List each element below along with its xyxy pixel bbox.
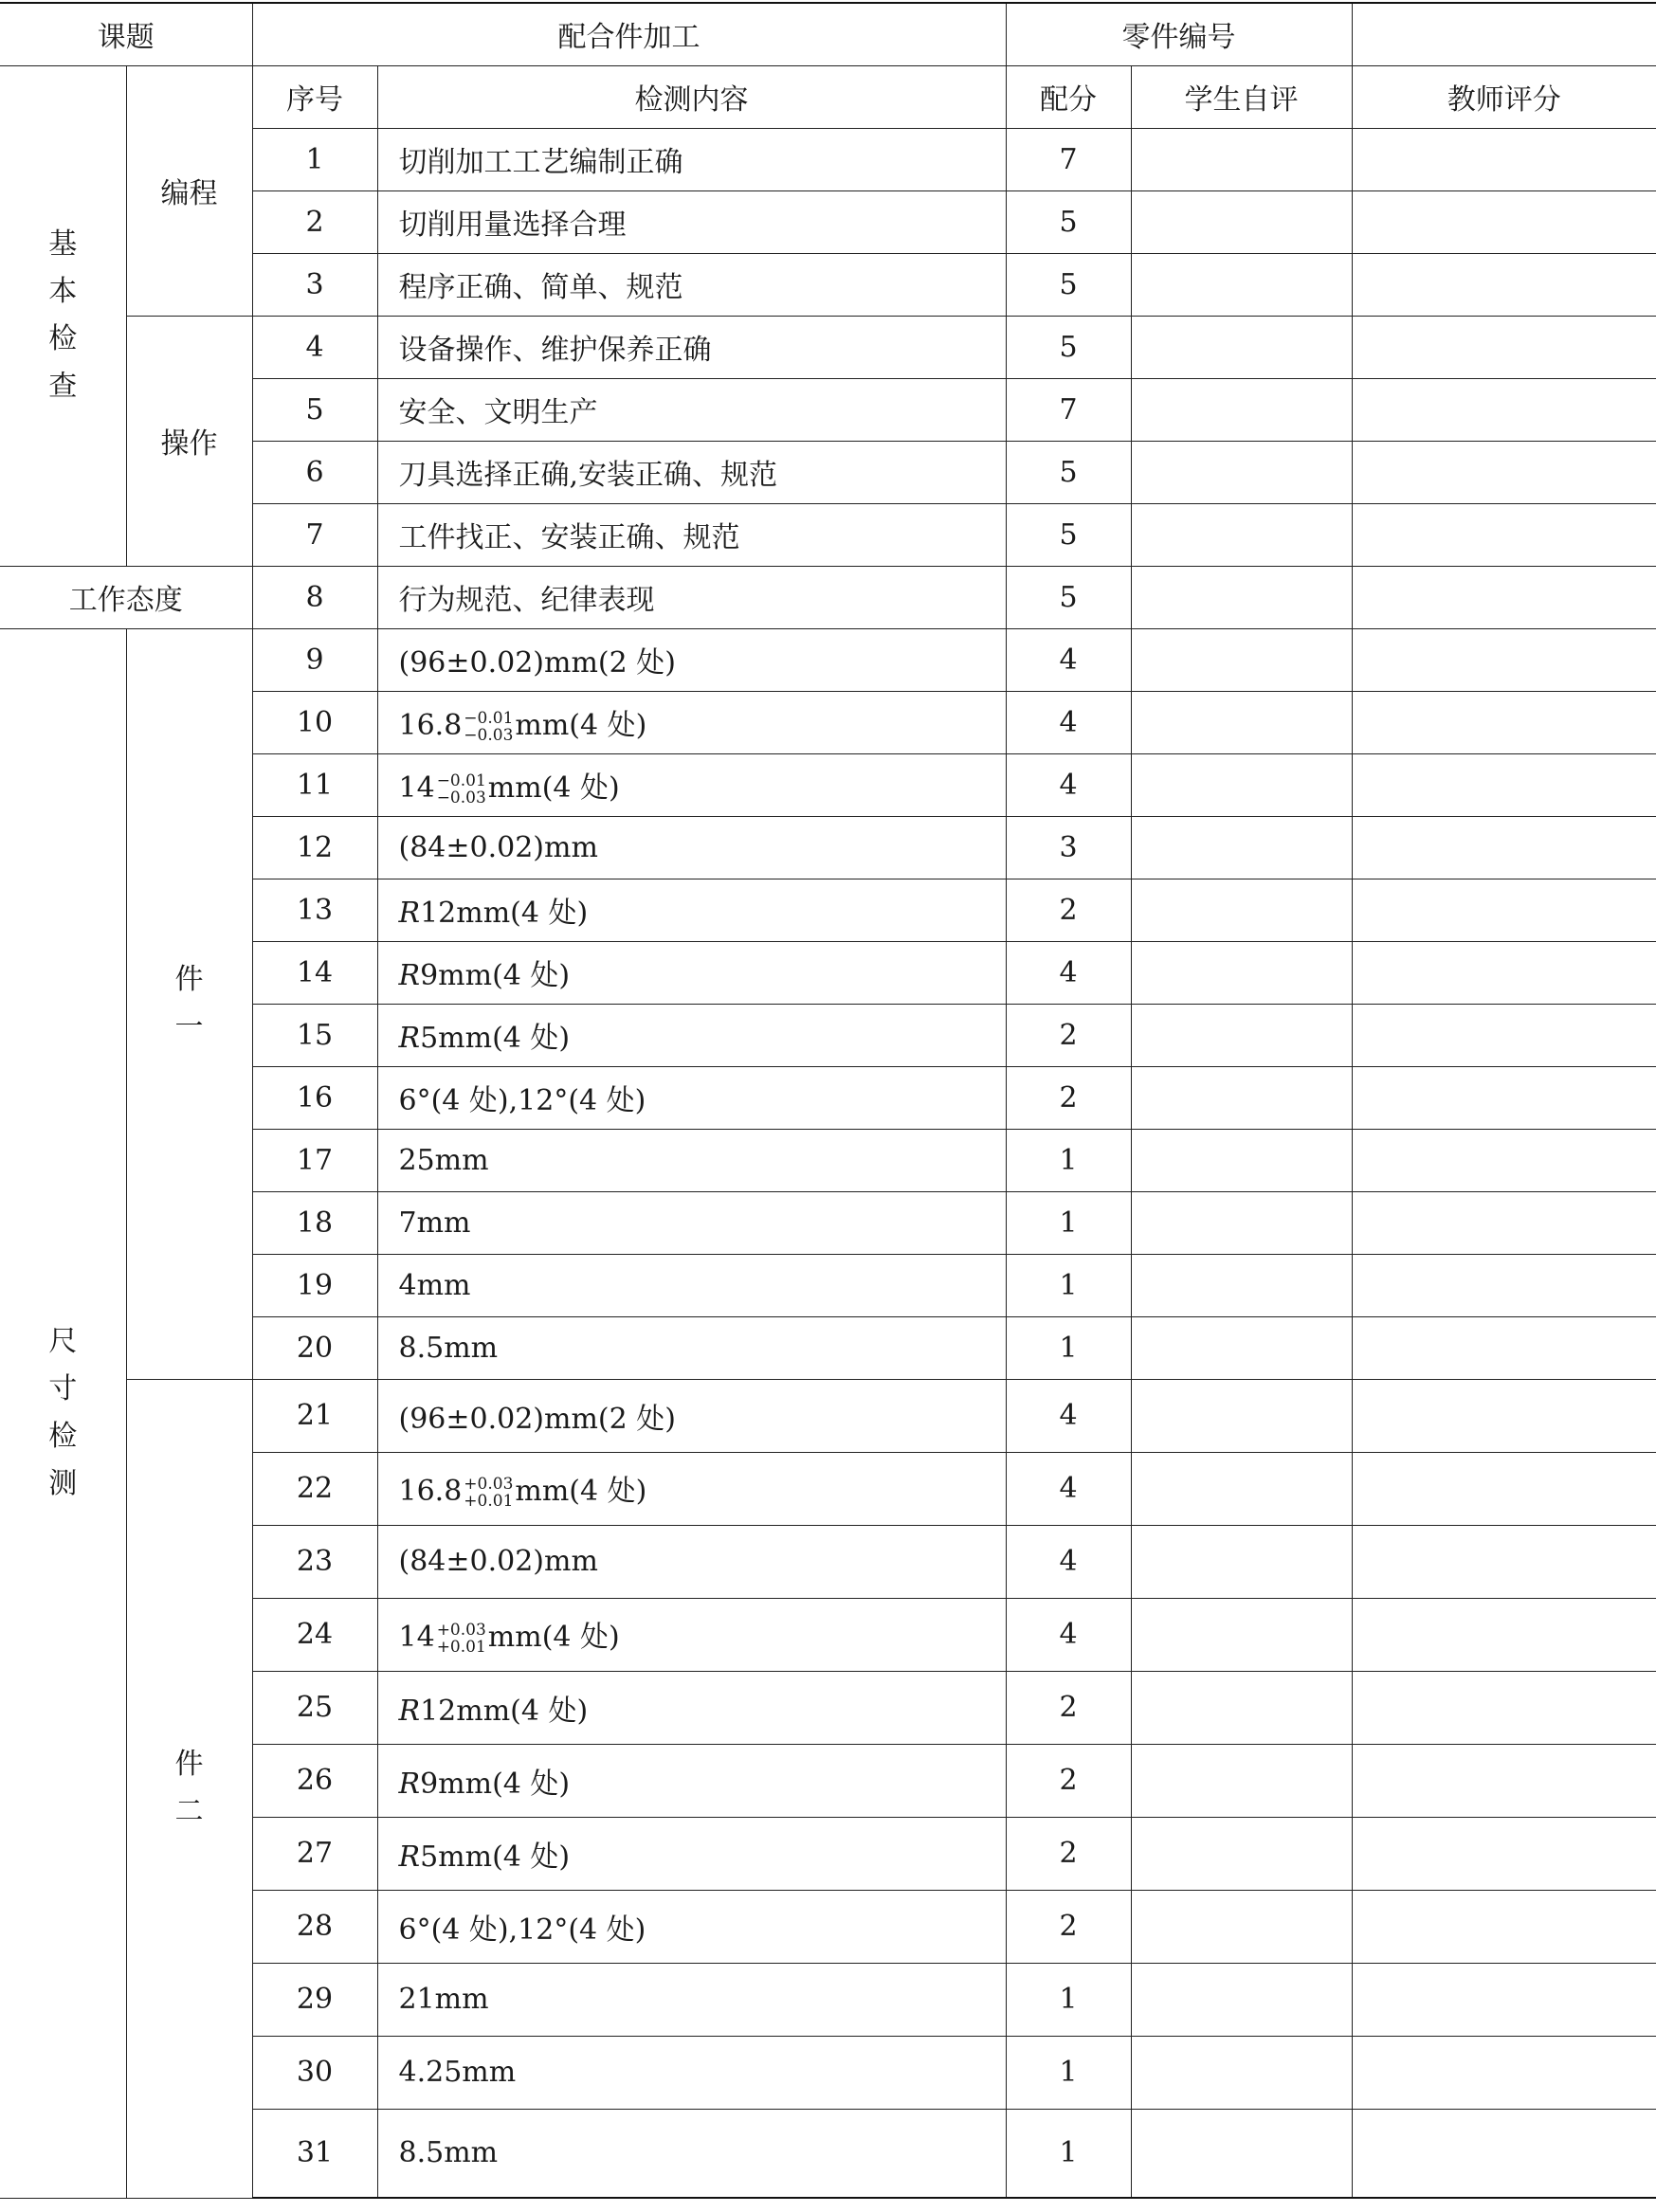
self-eval-cell[interactable] xyxy=(1131,1598,1352,1671)
row-score: 5 xyxy=(1006,316,1131,378)
self-eval-cell[interactable] xyxy=(1131,1671,1352,1744)
teacher-eval-cell[interactable] xyxy=(1352,190,1656,253)
row-seq: 18 xyxy=(252,1191,377,1254)
tolerance xyxy=(464,710,513,744)
row-score: 2 xyxy=(1006,1817,1131,1890)
row-score: 2 xyxy=(1006,879,1131,941)
row-seq: 24 xyxy=(252,1598,377,1671)
row-content xyxy=(377,753,1006,816)
row-score: 5 xyxy=(1006,503,1131,566)
radius-symbol: R xyxy=(398,1767,421,1801)
teacher-eval-cell[interactable] xyxy=(1352,1525,1656,1598)
upper-deviation: −0.01 xyxy=(464,708,514,728)
row-content xyxy=(377,1316,1006,1379)
dimension-base: 16.8 xyxy=(398,708,463,742)
radius-symbol: R xyxy=(398,897,421,930)
topic-value: 配合件加工 xyxy=(252,3,1006,65)
row-seq: 23 xyxy=(252,1525,377,1598)
content-text: 6°(4 处),12°(4 处) xyxy=(398,1913,646,1947)
content-text: (84±0.02)mm xyxy=(398,830,598,864)
upper-deviation: −0.01 xyxy=(436,771,486,790)
row-content xyxy=(377,1254,1006,1316)
row-content xyxy=(377,1744,1006,1817)
row-content xyxy=(377,378,1006,441)
row-score: 2 xyxy=(1006,1744,1131,1817)
subgroup-part-one: 件一 xyxy=(126,628,252,1379)
self-eval-cell[interactable] xyxy=(1131,503,1352,566)
row-seq: 14 xyxy=(252,941,377,1004)
row-score: 2 xyxy=(1006,1890,1131,1963)
content-text: 4mm xyxy=(398,1268,471,1302)
teacher-eval-cell[interactable] xyxy=(1352,628,1656,691)
self-eval-cell[interactable] xyxy=(1131,316,1352,378)
teacher-eval-cell[interactable] xyxy=(1352,1452,1656,1525)
self-eval-cell[interactable] xyxy=(1131,1004,1352,1066)
teacher-eval-cell[interactable] xyxy=(1352,316,1656,378)
row-score: 1 xyxy=(1006,1254,1131,1316)
self-eval-cell[interactable] xyxy=(1131,628,1352,691)
content-text: 5mm(4 处) xyxy=(420,1840,571,1874)
content-text: 12mm(4 处) xyxy=(420,1694,589,1728)
self-eval-cell[interactable] xyxy=(1131,816,1352,879)
group-dimension-check: 尺寸检测 xyxy=(0,628,126,2198)
row-score: 1 xyxy=(1006,2036,1131,2109)
teacher-eval-cell[interactable] xyxy=(1352,816,1656,879)
content-text: 工件找正、安装正确、规范 xyxy=(398,521,740,554)
row-score: 2 xyxy=(1006,1671,1131,1744)
row-score: 5 xyxy=(1006,566,1131,628)
col-seq: 序号 xyxy=(252,65,377,128)
self-eval-cell[interactable] xyxy=(1131,1129,1352,1191)
row-content xyxy=(377,1671,1006,1744)
row-content xyxy=(377,128,1006,190)
row-score: 1 xyxy=(1006,1191,1131,1254)
self-eval-cell[interactable] xyxy=(1131,1254,1352,1316)
row-score: 7 xyxy=(1006,378,1131,441)
row-seq: 16 xyxy=(252,1066,377,1129)
teacher-eval-cell[interactable] xyxy=(1352,879,1656,941)
row-seq: 29 xyxy=(252,1963,377,2036)
row-content xyxy=(377,1525,1006,1598)
self-eval-cell[interactable] xyxy=(1131,941,1352,1004)
teacher-eval-cell[interactable] xyxy=(1352,1963,1656,2036)
dimension-base: 16.8 xyxy=(398,1475,463,1508)
row-seq: 13 xyxy=(252,879,377,941)
group-basic-check: 基本检查 xyxy=(0,65,126,566)
teacher-eval-cell[interactable] xyxy=(1352,1191,1656,1254)
row-content xyxy=(377,691,1006,753)
row-content xyxy=(377,1598,1006,1671)
row-seq: 17 xyxy=(252,1129,377,1191)
self-eval-cell[interactable] xyxy=(1131,1452,1352,1525)
content-text: 程序正确、简单、规范 xyxy=(398,271,683,304)
self-eval-cell[interactable] xyxy=(1131,1963,1352,2036)
self-eval-cell[interactable] xyxy=(1131,691,1352,753)
row-content xyxy=(377,1452,1006,1525)
content-text: 7mm xyxy=(398,1206,471,1240)
row-seq: 10 xyxy=(252,691,377,753)
row-content xyxy=(377,628,1006,691)
teacher-eval-cell[interactable] xyxy=(1352,2036,1656,2109)
self-eval-cell[interactable] xyxy=(1131,128,1352,190)
dimension-suffix: mm(4 处) xyxy=(487,771,620,805)
content-text: (84±0.02)mm xyxy=(398,1545,598,1578)
row-seq: 4 xyxy=(252,316,377,378)
lower-deviation: −0.03 xyxy=(464,725,514,745)
row-content xyxy=(377,2109,1006,2198)
row-content xyxy=(377,2036,1006,2109)
content-text: 8.5mm xyxy=(398,2136,499,2170)
row-seq: 27 xyxy=(252,1817,377,1890)
row-score: 2 xyxy=(1006,1066,1131,1129)
row-seq: 30 xyxy=(252,2036,377,2109)
row-content xyxy=(377,1066,1006,1129)
row-content xyxy=(377,190,1006,253)
self-eval-cell[interactable] xyxy=(1131,1744,1352,1817)
row-seq: 5 xyxy=(252,378,377,441)
table-row xyxy=(0,628,1656,691)
teacher-eval-cell[interactable] xyxy=(1352,1671,1656,1744)
score-table xyxy=(0,2,1656,2199)
self-eval-cell[interactable] xyxy=(1131,2036,1352,2109)
self-eval-cell[interactable] xyxy=(1131,1817,1352,1890)
dimension-base: 14 xyxy=(398,771,435,805)
table-row xyxy=(0,566,1656,628)
content-text: 切削加工工艺编制正确 xyxy=(398,146,683,179)
content-text: 12mm(4 处) xyxy=(420,897,589,930)
content-text: 安全、文明生产 xyxy=(398,396,598,429)
teacher-eval-cell[interactable] xyxy=(1352,1066,1656,1129)
row-score: 4 xyxy=(1006,628,1131,691)
subgroup-programming: 编程 xyxy=(126,65,252,316)
row-score: 4 xyxy=(1006,1379,1131,1452)
content-text: 21mm xyxy=(398,1983,489,2016)
teacher-eval-cell[interactable] xyxy=(1352,941,1656,1004)
teacher-eval-cell[interactable] xyxy=(1352,753,1656,816)
group-work-attitude: 工作态度 xyxy=(0,566,252,628)
row-score: 4 xyxy=(1006,1452,1131,1525)
row-seq: 21 xyxy=(252,1379,377,1452)
self-eval-cell[interactable] xyxy=(1131,378,1352,441)
col-self-eval: 学生自评 xyxy=(1131,65,1352,128)
teacher-eval-cell[interactable] xyxy=(1352,441,1656,503)
self-eval-cell[interactable] xyxy=(1131,566,1352,628)
content-text: 设备操作、维护保养正确 xyxy=(398,334,712,367)
content-text: 8.5mm xyxy=(398,1331,499,1365)
teacher-eval-cell[interactable] xyxy=(1352,691,1656,753)
self-eval-cell[interactable] xyxy=(1131,1316,1352,1379)
row-score: 1 xyxy=(1006,1129,1131,1191)
lower-deviation: −0.03 xyxy=(436,788,486,807)
row-content xyxy=(377,316,1006,378)
table-row xyxy=(0,316,1656,378)
teacher-eval-cell[interactable] xyxy=(1352,378,1656,441)
self-eval-cell[interactable] xyxy=(1131,753,1352,816)
lower-deviation: +0.01 xyxy=(464,1492,514,1511)
row-seq: 11 xyxy=(252,753,377,816)
teacher-eval-cell[interactable] xyxy=(1352,2109,1656,2198)
teacher-eval-cell[interactable] xyxy=(1352,1316,1656,1379)
row-content xyxy=(377,1004,1006,1066)
tolerance xyxy=(437,1622,486,1656)
content-text: 5mm(4 处) xyxy=(420,1022,571,1055)
teacher-eval-cell[interactable] xyxy=(1352,1129,1656,1191)
col-teacher-eval: 教师评分 xyxy=(1352,65,1656,128)
row-content xyxy=(377,1191,1006,1254)
row-content xyxy=(377,1890,1006,1963)
content-text: 刀具选择正确,安装正确、规范 xyxy=(398,459,778,492)
topic-label: 课题 xyxy=(0,3,252,65)
row-seq: 19 xyxy=(252,1254,377,1316)
row-content xyxy=(377,1963,1006,2036)
header-row xyxy=(0,3,1656,65)
teacher-eval-cell[interactable] xyxy=(1352,1254,1656,1316)
col-content: 检测内容 xyxy=(377,65,1006,128)
content-text: 切削用量选择合理 xyxy=(398,209,627,242)
row-content xyxy=(377,1379,1006,1452)
row-score: 3 xyxy=(1006,816,1131,879)
row-score: 4 xyxy=(1006,753,1131,816)
column-header-row xyxy=(0,65,1656,128)
part-number-label: 零件编号 xyxy=(1006,3,1352,65)
row-content xyxy=(377,1817,1006,1890)
row-content xyxy=(377,566,1006,628)
content-text: 4.25mm xyxy=(398,2056,517,2089)
subgroup-part-two: 件二 xyxy=(126,1379,252,2198)
dimension-suffix: mm(4 处) xyxy=(487,1621,620,1654)
row-score: 1 xyxy=(1006,1963,1131,2036)
teacher-eval-cell[interactable] xyxy=(1352,253,1656,316)
row-score: 1 xyxy=(1006,2109,1131,2198)
row-seq: 7 xyxy=(252,503,377,566)
self-eval-cell[interactable] xyxy=(1131,190,1352,253)
row-seq: 2 xyxy=(252,190,377,253)
self-eval-cell[interactable] xyxy=(1131,1525,1352,1598)
teacher-eval-cell[interactable] xyxy=(1352,503,1656,566)
row-score: 5 xyxy=(1006,190,1131,253)
content-text: 25mm xyxy=(398,1143,489,1177)
row-score: 1 xyxy=(1006,1316,1131,1379)
row-score: 2 xyxy=(1006,1004,1131,1066)
teacher-eval-cell[interactable] xyxy=(1352,566,1656,628)
row-seq: 28 xyxy=(252,1890,377,1963)
teacher-eval-cell[interactable] xyxy=(1352,1004,1656,1066)
row-content xyxy=(377,441,1006,503)
self-eval-cell[interactable] xyxy=(1131,1066,1352,1129)
row-seq: 12 xyxy=(252,816,377,879)
self-eval-cell[interactable] xyxy=(1131,441,1352,503)
radius-symbol: R xyxy=(398,1694,421,1728)
col-score: 配分 xyxy=(1006,65,1131,128)
self-eval-cell[interactable] xyxy=(1131,1379,1352,1452)
content-text: 6°(4 处),12°(4 处) xyxy=(398,1084,646,1117)
row-score: 4 xyxy=(1006,1525,1131,1598)
row-seq: 3 xyxy=(252,253,377,316)
row-seq: 20 xyxy=(252,1316,377,1379)
row-content xyxy=(377,1129,1006,1191)
subgroup-operation: 操作 xyxy=(126,316,252,566)
self-eval-cell[interactable] xyxy=(1131,1191,1352,1254)
content-text: 9mm(4 处) xyxy=(420,1767,571,1801)
part-number-value xyxy=(1352,3,1656,65)
row-seq: 26 xyxy=(252,1744,377,1817)
teacher-eval-cell[interactable] xyxy=(1352,1379,1656,1452)
self-eval-cell[interactable] xyxy=(1131,879,1352,941)
row-score: 4 xyxy=(1006,941,1131,1004)
row-content xyxy=(377,879,1006,941)
teacher-eval-cell[interactable] xyxy=(1352,1598,1656,1671)
row-seq: 6 xyxy=(252,441,377,503)
row-seq: 9 xyxy=(252,628,377,691)
dimension-base: 14 xyxy=(398,1621,435,1654)
row-content xyxy=(377,253,1006,316)
row-score: 7 xyxy=(1006,128,1131,190)
radius-symbol: R xyxy=(398,959,421,992)
row-seq: 25 xyxy=(252,1671,377,1744)
content-text: (96±0.02)mm(2 处) xyxy=(398,1402,676,1436)
dimension-suffix: mm(4 处) xyxy=(515,1475,647,1508)
teacher-eval-cell[interactable] xyxy=(1352,128,1656,190)
teacher-eval-cell[interactable] xyxy=(1352,1744,1656,1817)
row-score: 5 xyxy=(1006,253,1131,316)
row-seq: 22 xyxy=(252,1452,377,1525)
content-text: (96±0.02)mm(2 处) xyxy=(398,646,676,680)
row-score: 4 xyxy=(1006,691,1131,753)
row-content xyxy=(377,503,1006,566)
content-text: 行为规范、纪律表现 xyxy=(398,584,655,617)
upper-deviation: +0.03 xyxy=(464,1475,514,1494)
self-eval-cell[interactable] xyxy=(1131,1890,1352,1963)
table-row xyxy=(0,1379,1656,1452)
content-text: 9mm(4 处) xyxy=(420,959,571,992)
teacher-eval-cell[interactable] xyxy=(1352,1890,1656,1963)
lower-deviation: +0.01 xyxy=(436,1638,486,1657)
row-content xyxy=(377,816,1006,879)
self-eval-cell[interactable] xyxy=(1131,253,1352,316)
tolerance xyxy=(464,1476,513,1510)
inspection-sheet xyxy=(0,2,1656,2199)
self-eval-cell[interactable] xyxy=(1131,2109,1352,2198)
tolerance xyxy=(437,772,486,807)
row-seq: 31 xyxy=(252,2109,377,2198)
upper-deviation: +0.03 xyxy=(436,1621,486,1640)
row-score: 5 xyxy=(1006,441,1131,503)
row-seq: 1 xyxy=(252,128,377,190)
row-seq: 15 xyxy=(252,1004,377,1066)
teacher-eval-cell[interactable] xyxy=(1352,1817,1656,1890)
radius-symbol: R xyxy=(398,1022,421,1055)
radius-symbol: R xyxy=(398,1840,421,1874)
row-seq: 8 xyxy=(252,566,377,628)
dimension-suffix: mm(4 处) xyxy=(515,708,647,742)
row-content xyxy=(377,941,1006,1004)
row-score: 4 xyxy=(1006,1598,1131,1671)
